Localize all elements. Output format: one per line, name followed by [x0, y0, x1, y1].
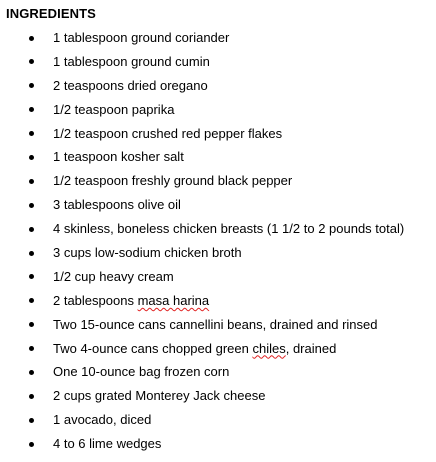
bullet-icon — [29, 107, 34, 112]
bullet-icon — [29, 251, 34, 256]
ingredient-text: 3 cups low-sodium chicken broth — [53, 245, 242, 261]
bullet-icon — [29, 274, 34, 279]
bullet-icon — [29, 155, 34, 160]
bullet-icon — [29, 83, 34, 88]
ingredient-text: 1/2 cup heavy cream — [53, 268, 174, 284]
ingredient-text: Two 15-ounce cans cannellini beans, drained and rinsed — [53, 316, 378, 332]
bullet-icon — [29, 346, 34, 351]
ingredient-text: 1 avocado, diced — [53, 412, 152, 428]
ingredient-text: 4 to 6 lime wedges — [53, 436, 162, 452]
bullet-icon — [29, 298, 34, 303]
ingredient-text: 1/2 teaspoon paprika — [53, 101, 175, 117]
bullet-icon — [29, 394, 34, 399]
ingredient-text — [53, 340, 336, 358]
spellcheck-flagged-word[interactable]: chiles — [252, 340, 286, 356]
ingredients-heading: INGREDIENTS — [6, 6, 96, 21]
bullet-icon — [29, 36, 34, 41]
bullet-icon — [29, 418, 34, 423]
ingredient-text: 1/2 teaspoon freshly ground black pepper — [53, 173, 293, 189]
ingredient-text: 2 teaspoons dried oregano — [53, 77, 208, 93]
bullet-icon — [29, 59, 34, 64]
bullet-icon — [29, 203, 34, 208]
ingredient-text-part: , drained — [285, 340, 337, 356]
bullet-icon — [29, 370, 34, 375]
ingredient-text: 1 tablespoon ground coriander — [53, 30, 230, 45]
bullet-icon — [29, 227, 34, 232]
ingredient-text: 1/2 teaspoon crushed red pepper flakes — [53, 125, 283, 141]
spellcheck-flagged-word[interactable]: masa harina — [137, 292, 210, 308]
ingredient-text: 2 cups grated Monterey Jack cheese — [53, 388, 266, 404]
bullet-icon — [29, 322, 34, 327]
bullet-icon — [29, 131, 34, 136]
ingredient-text — [53, 292, 209, 310]
ingredient-text: 1 teaspoon kosher salt — [53, 149, 184, 165]
ingredient-text-part: 2 tablespoons — [53, 292, 138, 308]
bullet-icon — [29, 179, 34, 184]
ingredient-text: 3 tablespoons olive oil — [53, 197, 181, 213]
bullet-icon — [29, 442, 34, 447]
ingredient-text: 1 tablespoon ground cumin — [53, 53, 210, 69]
ingredient-text: One 10-ounce bag frozen corn — [53, 364, 230, 380]
ingredient-text-part: Two 4-ounce cans chopped green — [53, 340, 253, 356]
ingredient-text: 4 skinless, boneless chicken breasts (1 1/2 to 2 pounds total) — [53, 221, 405, 237]
